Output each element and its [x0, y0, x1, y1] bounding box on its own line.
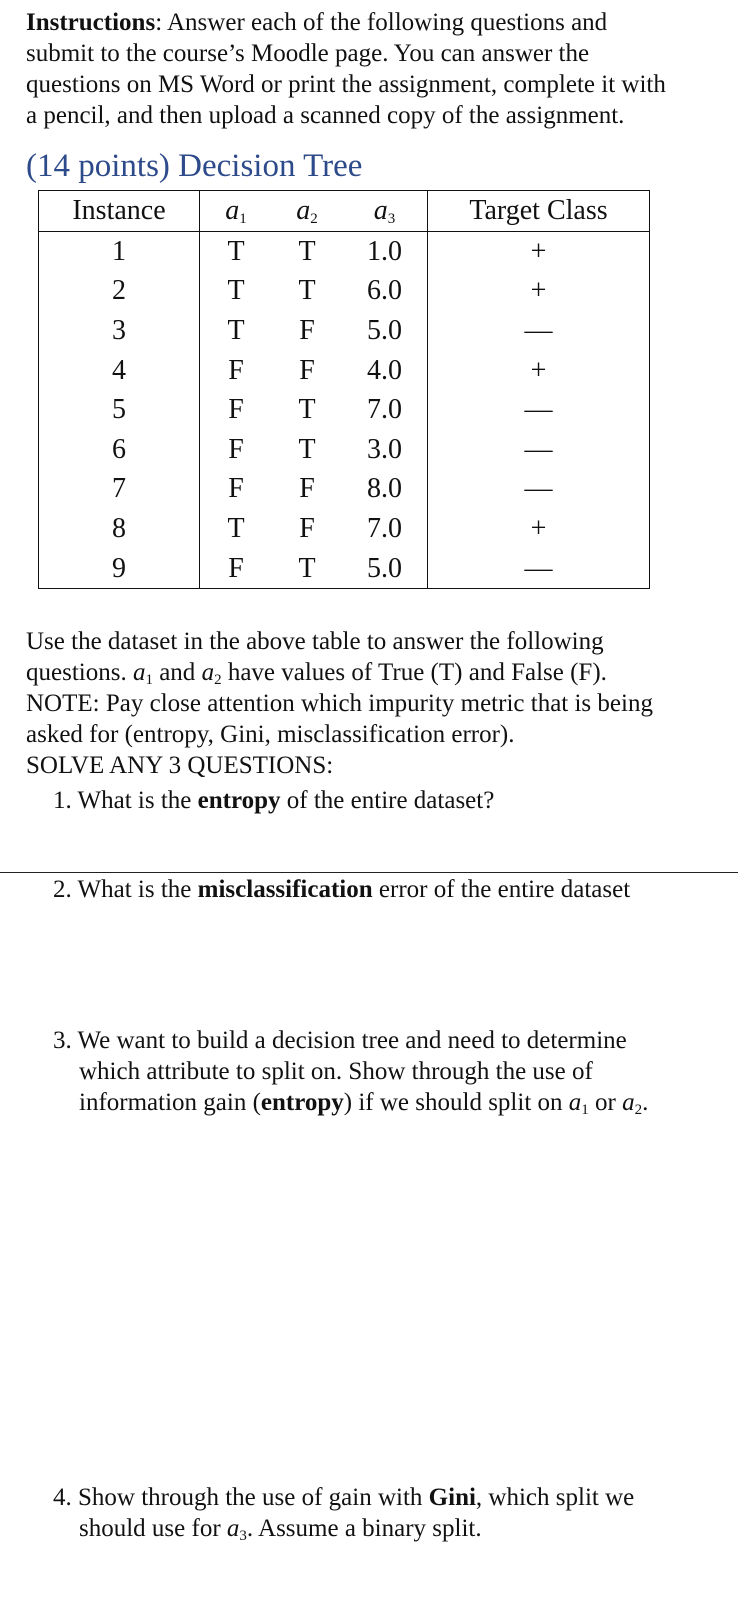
cell-a1: T — [227, 275, 245, 307]
cell-a2: T — [298, 275, 316, 307]
header-instance: Instance — [39, 191, 200, 232]
table-row — [39, 470, 650, 510]
cell-instance: 7 — [39, 470, 200, 510]
question-line: should use for $a_3$. Assume a binary split. — [79, 1515, 482, 1544]
cell-target: — — [524, 552, 553, 584]
question-line: information gain (entropy) if we should split on $a_1$ or $a_2$. — [79, 1089, 649, 1118]
instructions-paragraph — [26, 7, 666, 131]
cell-a1: T — [227, 235, 245, 267]
cell-a3: 6.0 — [342, 272, 428, 312]
cell-a2: T — [298, 433, 316, 465]
cell-a1: F — [228, 552, 244, 584]
cell-target: + — [530, 275, 547, 307]
cell-a2: T — [298, 552, 316, 584]
instructions-line: Instructions: Answer each of the following questions and — [26, 9, 608, 36]
table-row — [39, 351, 650, 391]
cell-instance: 8 — [39, 509, 200, 549]
cell-target: + — [530, 354, 547, 386]
table-row — [39, 390, 650, 430]
usage-line: NOTE: Pay close attention which impurity metric that is being — [26, 690, 653, 717]
table-header-row — [39, 191, 650, 232]
cell-a3: 7.0 — [342, 509, 428, 549]
cell-a3: 8.0 — [342, 470, 428, 510]
question-number: 2. — [53, 876, 72, 903]
cell-a3: 5.0 — [342, 549, 428, 589]
question-line: 3. We want to build a decision tree and need to determine — [53, 1027, 627, 1054]
table-row — [39, 430, 650, 470]
cell-instance: 4 — [39, 351, 200, 391]
question-number: 3. — [53, 1027, 72, 1054]
table-row — [39, 311, 650, 351]
cell-instance: 2 — [39, 272, 200, 312]
header-a3: $a_3$ — [342, 191, 428, 232]
header-a1: $a_1$ — [200, 191, 273, 232]
cell-a1: T — [227, 512, 245, 544]
cell-a2: F — [299, 314, 315, 346]
usage-paragraph — [26, 626, 653, 781]
cell-a2: F — [299, 473, 315, 505]
table-row — [39, 232, 650, 272]
usage-line: asked for (entropy, Gini, misclassification error). — [26, 721, 515, 748]
cell-target: + — [530, 235, 547, 267]
cell-target: — — [524, 433, 553, 465]
question-number: 1. — [53, 787, 72, 814]
usage-line: Use the dataset in the above table to answer the following — [26, 628, 604, 655]
question-1: 1. What is the entropy of the entire dataset? — [53, 787, 495, 814]
table-row — [39, 272, 650, 312]
instructions-label: Instructions — [26, 9, 156, 36]
cell-instance: 1 — [39, 232, 200, 272]
cell-a2: T — [298, 394, 316, 426]
cell-a2: F — [299, 512, 315, 544]
instructions-line: submit to the course’s Moodle page. You can answer the — [26, 40, 590, 67]
cell-instance: 9 — [39, 549, 200, 589]
question-line: 4. Show through the use of gain with Gini, which split we — [53, 1484, 635, 1511]
header-a2: $a_2$ — [272, 191, 342, 232]
cell-a1: T — [227, 314, 245, 346]
cell-instance: 5 — [39, 390, 200, 430]
horizontal-divider — [0, 872, 738, 873]
usage-line: questions. $a_1$ and $a_2$ have values of True (T) and False (F). — [26, 659, 607, 688]
dataset-table — [38, 190, 650, 589]
question-2: 2. What is the misclassification error of the entire dataset — [53, 876, 631, 903]
table-row — [39, 509, 650, 549]
usage-line: SOLVE ANY 3 QUESTIONS: — [26, 752, 334, 779]
cell-a3: 3.0 — [342, 430, 428, 470]
cell-a3: 5.0 — [342, 311, 428, 351]
cell-a2: F — [299, 354, 315, 386]
question-line: which attribute to split on. Show through the use of — [79, 1058, 593, 1085]
question-3 — [53, 1025, 648, 1118]
cell-a3: 7.0 — [342, 390, 428, 430]
cell-a1: F — [228, 354, 244, 386]
table-row — [39, 549, 650, 589]
cell-instance: 6 — [39, 430, 200, 470]
cell-target: — — [524, 314, 553, 346]
question-number: 4. — [53, 1484, 72, 1511]
cell-a1: F — [228, 433, 244, 465]
cell-instance: 3 — [39, 311, 200, 351]
cell-a2: T — [298, 235, 316, 267]
instructions-line: questions on MS Word or print the assignment, complete it with — [26, 71, 666, 98]
instructions-line: a pencil, and then upload a scanned copy of the assignment. — [26, 102, 625, 129]
cell-a3: 4.0 — [342, 351, 428, 391]
cell-target: — — [524, 473, 553, 505]
cell-a3: 1.0 — [342, 232, 428, 272]
cell-target: — — [524, 394, 553, 426]
cell-a1: F — [228, 473, 244, 505]
question-4 — [53, 1482, 634, 1544]
header-target-class: Target Class — [428, 191, 650, 232]
section-title: (14 points) Decision Tree — [26, 148, 363, 184]
cell-a1: F — [228, 394, 244, 426]
cell-target: + — [530, 512, 547, 544]
